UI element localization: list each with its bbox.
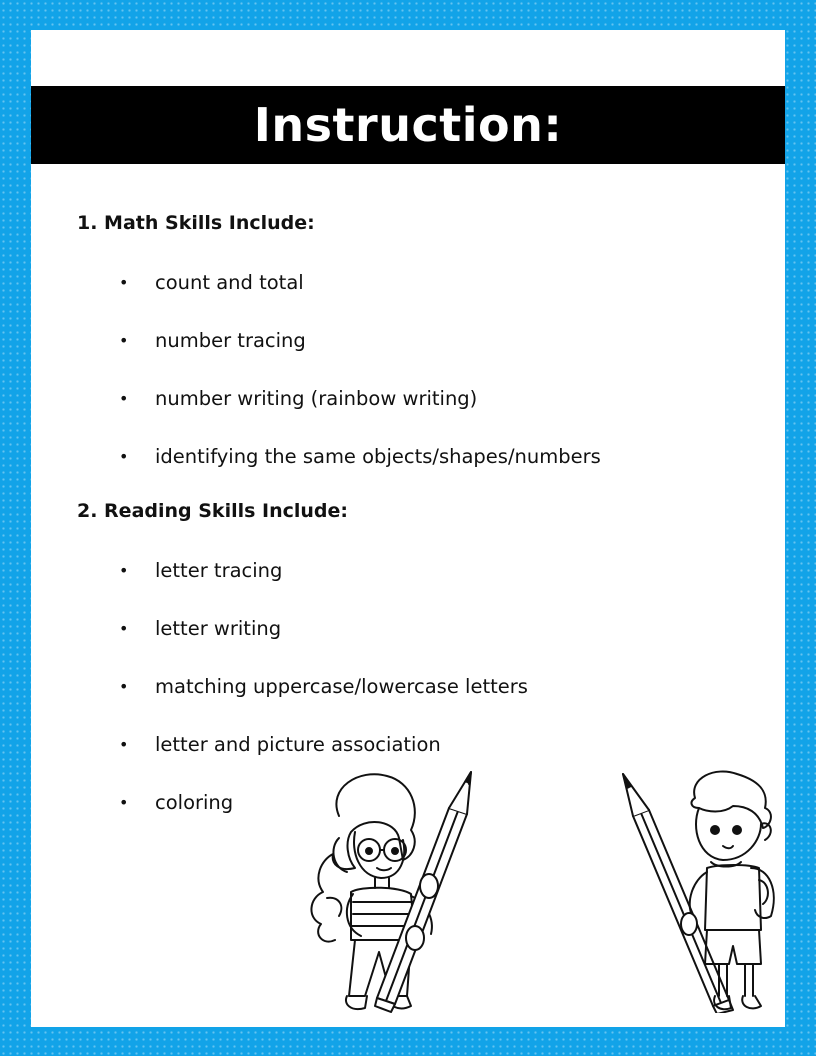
bullet: • (119, 561, 129, 581)
list-item (119, 427, 601, 485)
girl-with-pencil-icon (299, 768, 489, 1013)
list-item-label: identifying the same objects/shapes/numbers (155, 444, 601, 468)
list-item-label: matching uppercase/lowercase letters (155, 674, 528, 698)
list-item (119, 312, 601, 370)
list-item-label: letter and picture association (155, 732, 441, 756)
list-item-label: coloring (155, 790, 234, 814)
math-skills-list (119, 254, 601, 485)
list-item (119, 600, 528, 658)
bullet: • (119, 273, 129, 293)
list-item (119, 542, 528, 600)
boy-with-pencil-icon (619, 768, 789, 1013)
bullet: • (119, 446, 129, 466)
list-item-label: count and total (155, 271, 304, 295)
list-item-label: number tracing (155, 329, 306, 353)
bullet: • (119, 676, 129, 696)
bullet: • (119, 734, 129, 754)
page-title: Instruction: (253, 98, 563, 152)
bullet: • (119, 388, 129, 408)
list-item (119, 370, 601, 428)
bullet: • (119, 792, 129, 812)
list-item-label: number writing (rainbow writing) (155, 386, 478, 410)
list-item-label: letter writing (155, 617, 282, 641)
worksheet-page (31, 30, 785, 1027)
math-skills-heading: 1. Math Skills Include: (77, 212, 315, 234)
bullet: • (119, 331, 129, 351)
reading-skills-heading: 2. Reading Skills Include: (77, 500, 349, 522)
list-item-label: letter tracing (155, 559, 283, 583)
list-item (119, 715, 528, 773)
list-item (119, 254, 601, 312)
list-item (119, 658, 528, 716)
title-banner (31, 86, 785, 164)
bullet: • (119, 619, 129, 639)
